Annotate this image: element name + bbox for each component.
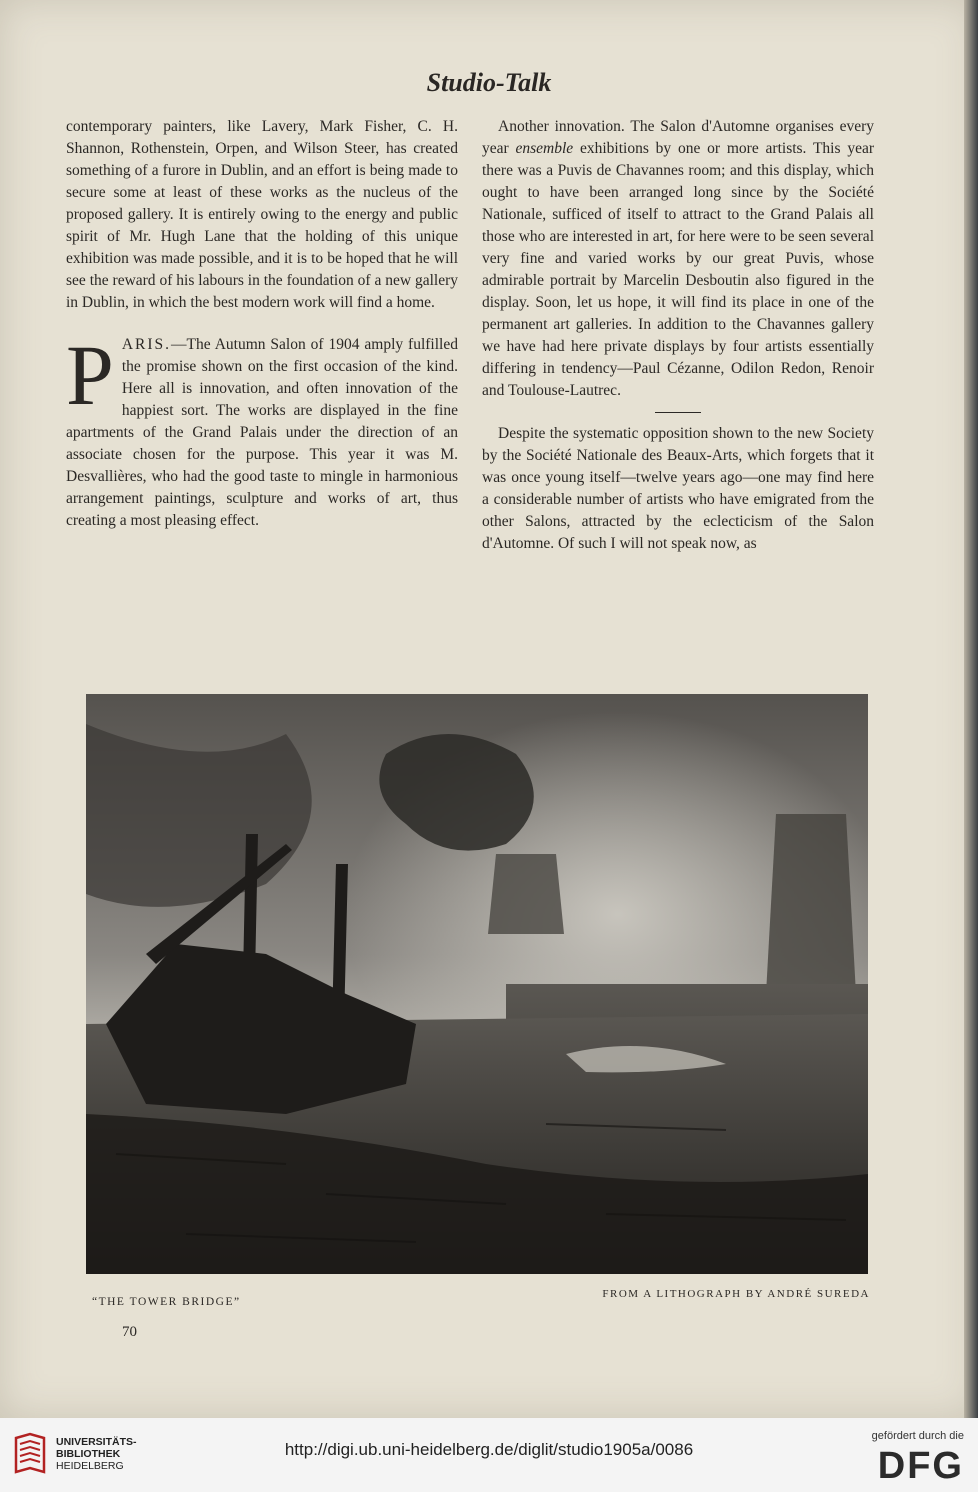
running-head: Studio-Talk — [426, 68, 552, 97]
plate-credit: FROM A LITHOGRAPH BY ANDRÉ SUREDA — [602, 1288, 870, 1300]
right-paragraph-1-text-a: Another innovation. The Salon d'Automne organises every year — [482, 118, 874, 157]
right-paragraph-1 — [482, 116, 874, 402]
permalink-url[interactable]: http://digi.ub.uni-heidelberg.de/diglit/studio1905a/0086 — [284, 1440, 694, 1459]
left-paragraph-2-text: —The Autumn Salon of 1904 amply fulfilled the promise shown on the first occasion of the kind. Here all is innovation, and often innovation of the happiest sort. The works are displayed in the fine apartments of the Grand Palais under the direction of an associate chosen for the purpose. This year it was M. Desvallières, who had the good taste to mingle in harmonious arrangement paintings, sculpture and works of art, thus creating a most pleasing effect. — [66, 336, 458, 529]
right-column — [482, 116, 874, 555]
left-column — [66, 116, 458, 532]
lithograph-illustration — [86, 694, 868, 1274]
tower-bridge-lithograph — [86, 694, 868, 1274]
dfg-logo[interactable]: DFG — [877, 1445, 964, 1487]
page-spine-edge — [964, 0, 978, 1418]
drop-cap: P — [66, 327, 114, 423]
ensemble-italic: ensemble — [515, 140, 574, 157]
section-rule — [655, 412, 701, 413]
right-paragraph-1-text-b: exhibitions by one or more artists. This year there was a Puvis de Chavannes room; and this display, which ought to have been arranged long since by the Société Nationale, sufficed of itself to attract to the Grand Palais all those who are interested in art, for here were to be seen several very fine and varied works by our great Puvis, whose admirable portrait by Marcelin Desboutin also figured in the display. Soon, let us hope, it will find its place in one of the permanent art galleries. In addition to the Chavannes gallery we have had here private displays by four artists essentially differing in tendency—Paul Cézanne, Odilon Redon, Renoir and Toulouse-Lautrec. — [482, 140, 875, 399]
library-name-line-2: BIBLIOTHEK — [56, 1448, 121, 1460]
library-name-line-1: UNIVERSITÄTS- — [56, 1436, 137, 1448]
funded-by-label: gefördert durch die — [871, 1430, 964, 1442]
paris-lead: ARIS. — [121, 336, 172, 353]
right-paragraph-2: Despite the systematic opposition shown to the new Society by the Société Nationale des Beaux-Arts, which forgets that it was once young itself—twelve years ago—one may find here a considerable number of artists who have emigrated from the other Salons, attracted by the eclecticism of the Salon d'Automne. Of such I will not speak now, as — [482, 425, 874, 552]
left-paragraph-1: contemporary painters, like Lavery, Mark Fisher, C. H. Shannon, Rothenstein, Orpen, and Wilson Steer, has created something of a furore in Dublin, and an effort is being made to secure some at least of these works as the nucleus of the proposed gallery. It is entirely owing to the energy and public spirit of Mr. Hugh Lane that the holding of this unique exhibition was made possible, and it is to be hoped that he will see the reward of his labours in the foundation of a new gallery in Dublin, in which the best modern work will find a home. — [66, 118, 458, 311]
page-number: 70 — [122, 1324, 137, 1340]
left-paragraph-2 — [66, 327, 458, 532]
plate-caption: “THE TOWER BRIDGE” — [92, 1296, 241, 1308]
digitization-footer — [0, 1418, 978, 1492]
library-name-line-3: HEIDELBERG — [56, 1460, 124, 1472]
